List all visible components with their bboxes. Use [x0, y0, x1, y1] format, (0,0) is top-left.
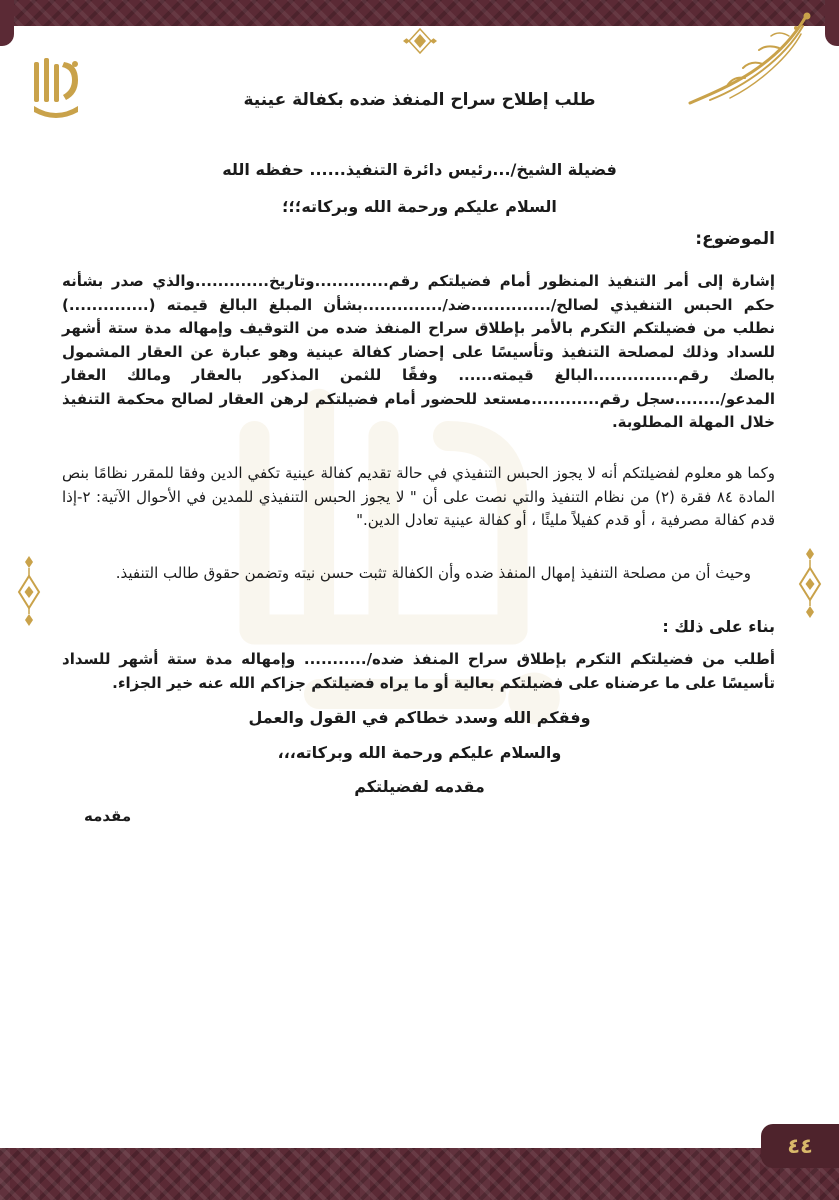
greeting-line: السلام عليكم ورحمة الله وبركاته؛؛؛ [282, 197, 557, 216]
top-border-corner-left [0, 0, 14, 46]
paragraph-legal-basis: وكما هو معلوم لفضيلتكم أنه لا يجوز الحبس التنفيذي في حالة تقديم كفالة عينية تكفي الدين وفقا للمقرر نظامًا بنص المادة ٨٤ فقرة (٢) من نظام التنفيذ والتي نصت على أن " لا يجوز الحبس التنفيذي للمدين في الأحوال الآتية: ٢-إذا قدم كفالة مصرفية ، أو قدم كفيلاً مليئًا ، أو كفالة عينية تعادل الدين." [62, 464, 775, 529]
addressee-line: فضيلة الشيخ/...رئيس دائرة التنفيذ...... حفظه الله [222, 160, 617, 179]
page-title: طلب إطلاح سراح المنفذ ضده بكفالة عينية [243, 90, 596, 110]
page-number-tab [761, 1124, 839, 1168]
paragraph-execution-interest: وحيث أن من مصلحة التنفيذ إمهال المنفذ ضده وأن الكفالة تثبت حسن نيته وتضمن حقوق طالب التنفيذ. [115, 564, 751, 582]
side-ornament-left-icon [16, 556, 42, 628]
bottom-border [0, 1148, 839, 1200]
presenter-label: مقدمه [84, 807, 132, 825]
diamond-ornament-icon [402, 28, 438, 54]
paragraph-reference: إشارة إلى أمر التنفيذ المنظور أمام فضيلتكم رقم.............وتاريخ.............والذي صدر بشأنه حكم الحبس التنفيذي لصالح/..............ضد/..............بشأن المبلغ البالغ قيمته (..............) نطلب من فضيلتكم التكرم بالأمر بإطلاق سراح المنفذ ضده من التوقيف وإمهاله مدة ستة أشهر للسداد وذلك لمصلحة التنفيذ وتأسيسًا على إحضار كفالة عينية وهو عبارة عن العقار المشمول بالصك رقم...............البالغ قيمته...... وفقًا للثمن المذكور بالعقار ومالك العقار المدعو/........سجل رقم............مستعد للحضور أمام فضيلتكم لرهن العقار لصالح محكمة التنفيذ خلال المهلة المطلوبة. [62, 272, 775, 431]
therefore-label: بناء على ذلك : [662, 617, 775, 636]
closing-prayer-line: وفقكم الله وسدد خطاكم في القول والعمل [248, 708, 591, 727]
closing-salam-line: والسلام عليكم ورحمة الله وبركاته،،، [277, 743, 562, 762]
page-number: ٤٤ [787, 1134, 813, 1158]
top-border-corner-right [825, 0, 839, 46]
subject-label: الموضوع: [695, 229, 775, 249]
presented-to-label: مقدمه لفضيلتكم [354, 777, 485, 796]
paragraph-request: أطلب من فضيلتكم التكرم بإطلاق سراح المنفذ ضده/........... وإمهاله مدة ستة أشهر للسداد تأسيسًا على ما عرضناه على فضيلتكم بعالية أو ما يراه فضيلتكم جزاكم الله عنه خير الجزاء. [62, 650, 775, 692]
side-ornament-right-icon [797, 548, 823, 620]
